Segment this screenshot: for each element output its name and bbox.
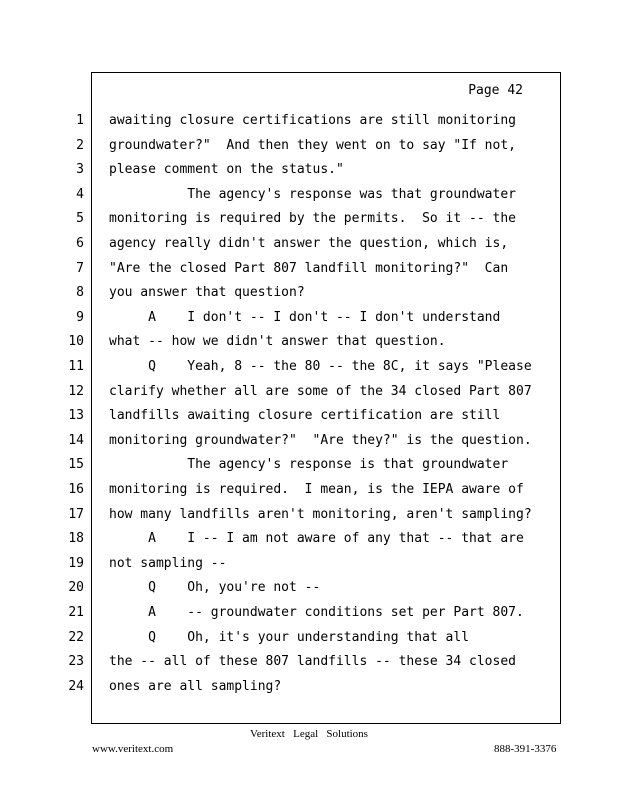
line-number: 16 <box>68 482 84 497</box>
line-number: 7 <box>76 260 84 276</box>
line-number: 13 <box>68 408 84 424</box>
line-text: clarify whether all are some of the 34 closed Part 807 <box>109 383 532 399</box>
line-text: ones are all sampling? <box>109 678 282 694</box>
line-number: 20 <box>68 580 84 596</box>
footer-company: Veritext Legal Solutions <box>250 728 368 740</box>
line-text: The agency's response is that groundwater <box>109 457 509 473</box>
line-number: 6 <box>76 236 84 251</box>
line-number: 10 <box>68 334 84 350</box>
footer-phone: 888-391-3376 <box>494 743 557 755</box>
line-text: not sampling -- <box>109 555 227 571</box>
line-text: monitoring is required by the permits. So it -- the <box>109 211 516 227</box>
line-text: groundwater?" And then they went on to say "If not, <box>109 137 516 153</box>
line-number: 23 <box>68 654 84 670</box>
line-text: monitoring groundwater?" "Are they?" is the question. <box>109 432 532 448</box>
line-number: 18 <box>68 531 84 547</box>
line-number: 14 <box>68 432 84 448</box>
line-text: how many landfills aren't monitoring, aren't sampling? <box>109 506 532 522</box>
line-number: 4 <box>76 186 84 202</box>
line-number: 15 <box>68 457 84 473</box>
line-number: 17 <box>68 506 84 522</box>
line-text: you answer that question? <box>109 285 305 301</box>
line-number: 24 <box>68 678 84 694</box>
line-number: 3 <box>76 162 84 178</box>
line-number: 5 <box>76 211 84 227</box>
line-text: landfills awaiting closure certification are still <box>109 408 501 424</box>
line-text: what -- how we didn't answer that question. <box>109 334 446 350</box>
line-number: 22 <box>68 629 84 645</box>
line-text: Q Yeah, 8 -- the 80 -- the 8C, it says "Please <box>109 359 532 374</box>
line-text: A I -- I am not aware of any that -- that are <box>109 531 524 547</box>
line-text: A -- groundwater conditions set per Part 807. <box>109 605 524 620</box>
line-number: 19 <box>68 555 84 571</box>
line-number: 12 <box>68 383 84 399</box>
line-text: the -- all of these 807 landfills -- these 34 closed <box>109 654 516 670</box>
line-text: "Are the closed Part 807 landfill monitoring?" Can <box>109 260 509 276</box>
line-text: monitoring is required. I mean, is the IEPA aware of <box>109 482 524 497</box>
line-number: 2 <box>76 137 84 153</box>
line-text: The agency's response was that groundwater <box>109 186 516 202</box>
line-number: 8 <box>76 285 84 301</box>
line-text: please comment on the status." <box>109 162 344 178</box>
line-number: 1 <box>76 113 84 128</box>
line-text: agency really didn't answer the question, which is, <box>109 236 509 251</box>
line-text: A I don't -- I don't -- I don't understand <box>109 309 501 325</box>
footer-website: www.veritext.com <box>92 743 174 755</box>
line-text: awaiting closure certifications are still monitoring <box>109 113 516 128</box>
page-number: Page 42 <box>468 83 523 98</box>
line-text: Q Oh, you're not -- <box>109 580 321 596</box>
line-number: 11 <box>68 359 84 374</box>
line-number: 9 <box>76 309 84 325</box>
line-text: Q Oh, it's your understanding that all <box>109 629 470 645</box>
line-number: 21 <box>68 605 84 620</box>
